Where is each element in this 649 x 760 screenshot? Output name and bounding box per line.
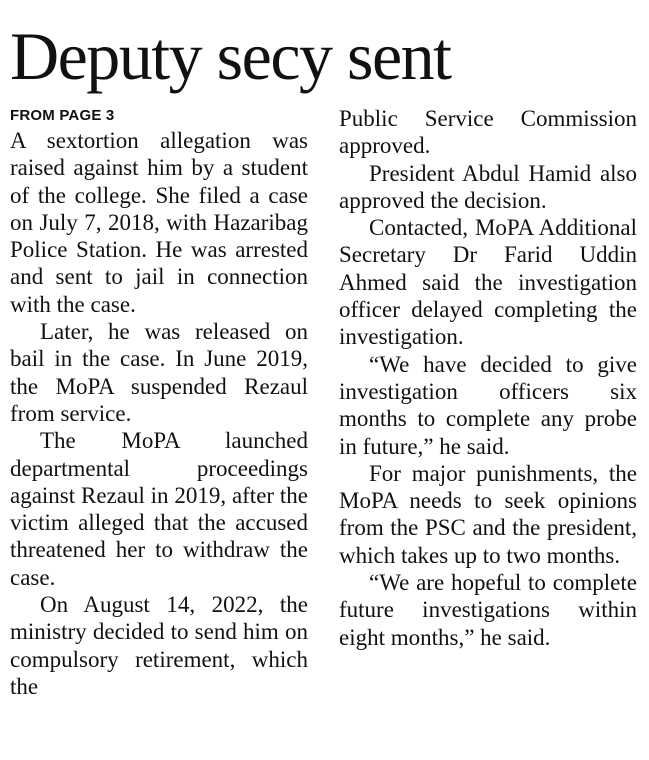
paragraph: On August 14, 2022, the ministry decided to send him on compulsory retirement, which the [10,592,308,699]
paragraph: The MoPA launched departmental proceedings against Rezaul in 2019, after the victim alleged that the accused threatened her to withdraw the case. [10,428,308,590]
headline: Deputy secy sent [10,18,451,94]
article-column-left [10,105,308,700]
paragraph: Contacted, MoPA Additional Secretary Dr Farid Uddin Ahmed said the investigation officer delayed completing the investigation. [339,215,637,350]
paragraph: Later, he was released on bail in the case. In June 2019, the MoPA suspended Rezaul from service. [10,319,308,426]
paragraph: “We have decided to give investigation officers six months to complete any probe in future,” he said. [339,351,637,459]
paragraph: President Abdul Hamid also approved the decision. [339,160,637,213]
paragraph: Public Service Commission approved. [339,106,637,159]
article-column-right [339,105,637,651]
continuation-kicker: FROM PAGE 3 [10,107,115,124]
paragraph: A sextortion allegation was raised against him by a student of the college. She filed a case on July 7, 2018, with Hazaribag Police Station. He was arrested and sent to jail in connection with the case. [10,128,308,317]
paragraph: “We are hopeful to complete future investigations within eight months,” he said. [339,570,637,650]
paragraph: For major punishments, the MoPA needs to seek opinions from the PSC and the president, which takes up to two months. [339,460,637,568]
